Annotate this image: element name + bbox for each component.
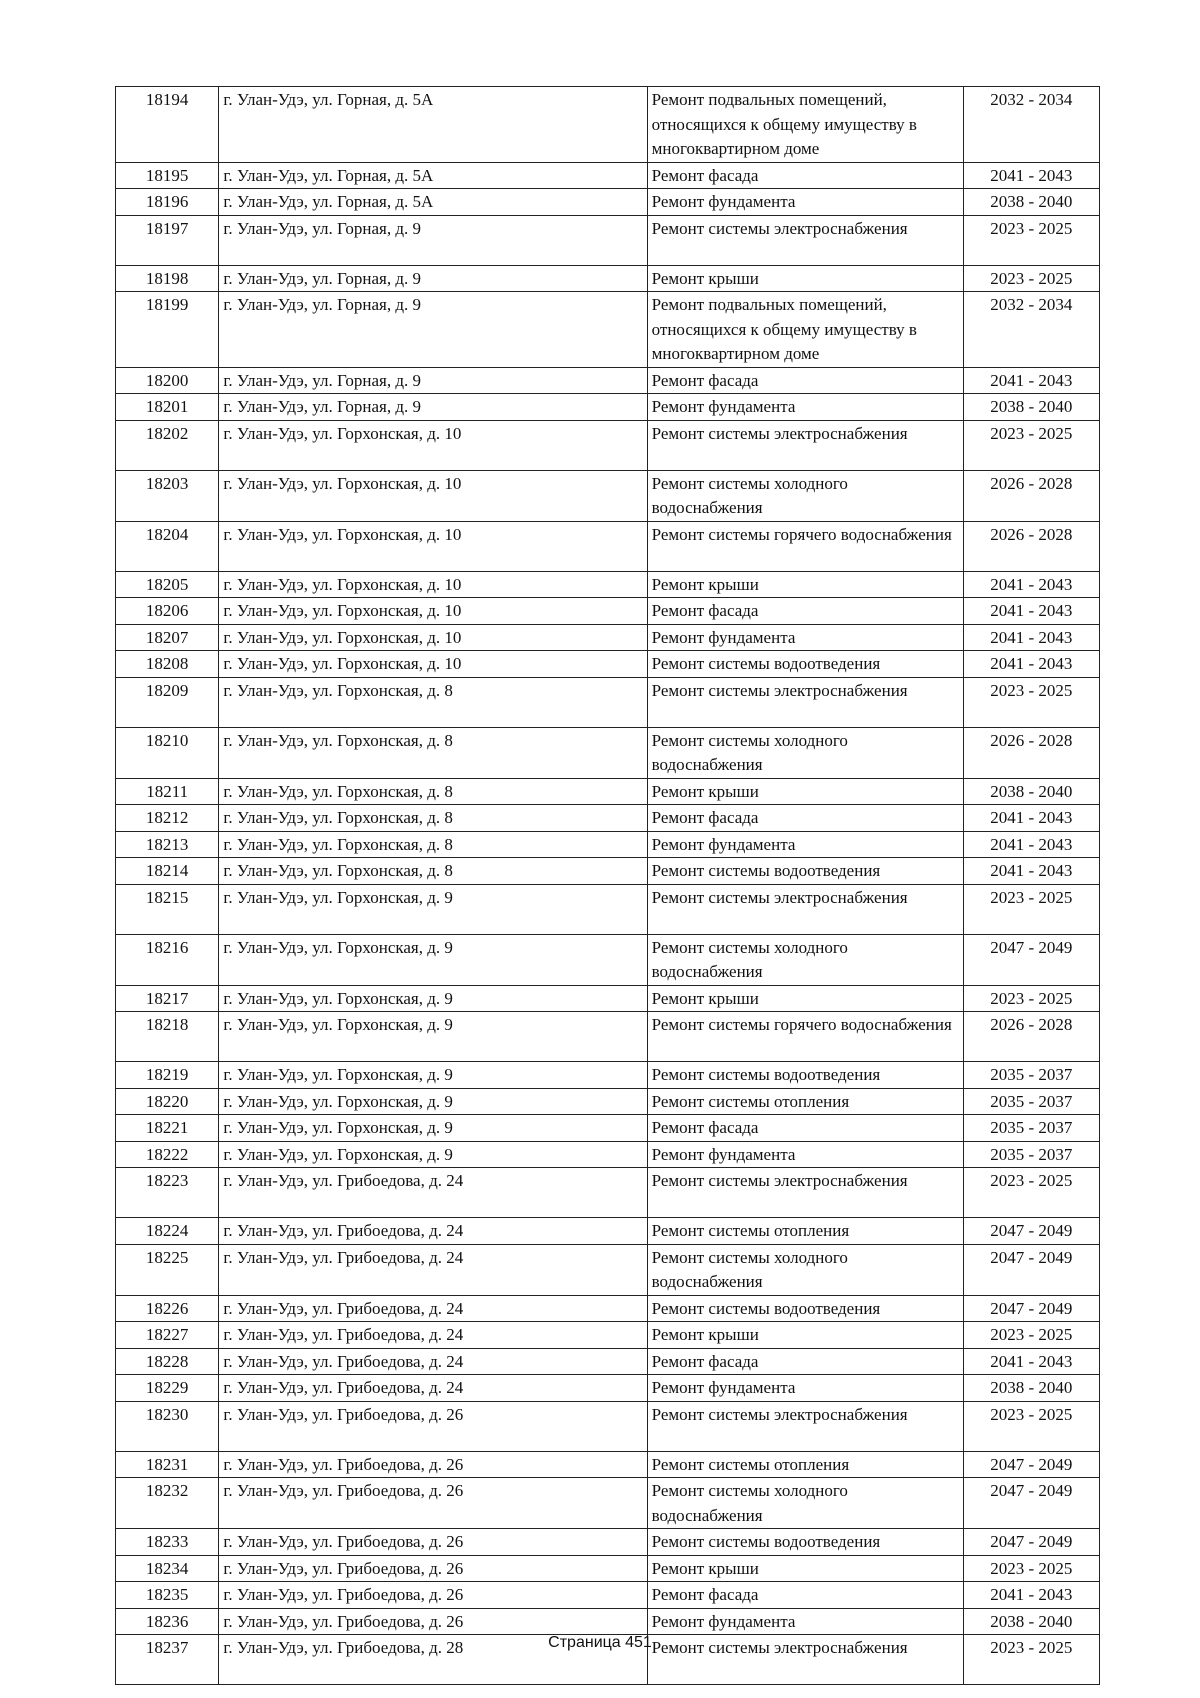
cell-period: 2041 - 2043 [963,651,1099,678]
cell-address: г. Улан-Удэ, ул. Горхонская, д. 9 [219,1012,647,1062]
cell-work: Ремонт крыши [647,265,963,292]
cell-address: г. Улан-Удэ, ул. Горная, д. 9 [219,215,647,265]
cell-address: г. Улан-Удэ, ул. Грибоедова, д. 26 [219,1529,647,1556]
cell-id: 18223 [116,1168,219,1218]
cell-work: Ремонт системы электроснабжения [647,884,963,934]
table-row [116,778,1100,805]
cell-work: Ремонт фундамента [647,1375,963,1402]
table-row [116,1375,1100,1402]
cell-period: 2023 - 2025 [963,985,1099,1012]
cell-work: Ремонт системы электроснабжения [647,215,963,265]
cell-id: 18231 [116,1451,219,1478]
table-row [116,831,1100,858]
cell-address: г. Улан-Удэ, ул. Горхонская, д. 9 [219,934,647,985]
cell-work: Ремонт системы отопления [647,1218,963,1245]
cell-address: г. Улан-Удэ, ул. Горная, д. 9 [219,394,647,421]
cell-id: 18209 [116,677,219,727]
table-row [116,189,1100,216]
cell-period: 2047 - 2049 [963,1451,1099,1478]
cell-id: 18234 [116,1555,219,1582]
table-body [116,87,1100,1685]
cell-period: 2026 - 2028 [963,727,1099,778]
cell-period: 2023 - 2025 [963,265,1099,292]
cell-period: 2047 - 2049 [963,1478,1099,1529]
cell-address: г. Улан-Удэ, ул. Грибоедова, д. 26 [219,1608,647,1635]
cell-id: 18226 [116,1295,219,1322]
cell-id: 18222 [116,1141,219,1168]
cell-period: 2047 - 2049 [963,1244,1099,1295]
cell-address: г. Улан-Удэ, ул. Горная, д. 9 [219,367,647,394]
cell-work: Ремонт фундамента [647,1141,963,1168]
cell-id: 18227 [116,1322,219,1349]
cell-period: 2026 - 2028 [963,1012,1099,1062]
cell-work: Ремонт фасада [647,1115,963,1142]
cell-period: 2035 - 2037 [963,1062,1099,1089]
cell-period: 2026 - 2028 [963,521,1099,571]
table-row [116,1555,1100,1582]
cell-id: 18235 [116,1582,219,1609]
cell-address: г. Улан-Удэ, ул. Горхонская, д. 8 [219,858,647,885]
cell-id: 18202 [116,420,219,470]
cell-period: 2023 - 2025 [963,1401,1099,1451]
cell-address: г. Улан-Удэ, ул. Горная, д. 9 [219,292,647,368]
cell-work: Ремонт системы горячего водоснабжения [647,521,963,571]
cell-work: Ремонт фасада [647,805,963,832]
cell-address: г. Улан-Удэ, ул. Грибоедова, д. 28 [219,1635,647,1685]
cell-period: 2041 - 2043 [963,571,1099,598]
cell-work: Ремонт фасада [647,598,963,625]
cell-id: 18216 [116,934,219,985]
cell-address: г. Улан-Удэ, ул. Горхонская, д. 8 [219,805,647,832]
cell-work: Ремонт системы электроснабжения [647,677,963,727]
cell-id: 18233 [116,1529,219,1556]
table-row [116,677,1100,727]
cell-id: 18214 [116,858,219,885]
cell-work: Ремонт крыши [647,1555,963,1582]
cell-id: 18219 [116,1062,219,1089]
table-row [116,1451,1100,1478]
cell-address: г. Улан-Удэ, ул. Грибоедова, д. 24 [219,1322,647,1349]
table-row [116,215,1100,265]
cell-period: 2041 - 2043 [963,858,1099,885]
cell-id: 18201 [116,394,219,421]
cell-period: 2041 - 2043 [963,598,1099,625]
cell-address: г. Улан-Удэ, ул. Горная, д. 9 [219,265,647,292]
table-row [116,394,1100,421]
cell-id: 18207 [116,624,219,651]
cell-id: 18197 [116,215,219,265]
cell-period: 2041 - 2043 [963,831,1099,858]
cell-period: 2026 - 2028 [963,470,1099,521]
table-row [116,1115,1100,1142]
cell-work: Ремонт подвальных помещений, относящихся к общему имуществу в многоквартирном доме [647,87,963,163]
cell-id: 18208 [116,651,219,678]
cell-period: 2047 - 2049 [963,1529,1099,1556]
cell-address: г. Улан-Удэ, ул. Горхонская, д. 9 [219,1115,647,1142]
cell-period: 2035 - 2037 [963,1141,1099,1168]
table-row [116,470,1100,521]
table-row [116,1478,1100,1529]
cell-id: 18218 [116,1012,219,1062]
table-row [116,521,1100,571]
cell-work: Ремонт системы отопления [647,1088,963,1115]
cell-address: г. Улан-Удэ, ул. Горхонская, д. 10 [219,651,647,678]
cell-id: 18205 [116,571,219,598]
cell-address: г. Улан-Удэ, ул. Горхонская, д. 10 [219,598,647,625]
table-row [116,367,1100,394]
cell-address: г. Улан-Удэ, ул. Горхонская, д. 8 [219,831,647,858]
cell-id: 18228 [116,1348,219,1375]
cell-work: Ремонт подвальных помещений, относящихся к общему имуществу в многоквартирном доме [647,292,963,368]
table-row [116,1348,1100,1375]
table-row [116,1608,1100,1635]
cell-address: г. Улан-Удэ, ул. Грибоедова, д. 24 [219,1295,647,1322]
cell-address: г. Улан-Удэ, ул. Горхонская, д. 9 [219,1141,647,1168]
cell-address: г. Улан-Удэ, ул. Горхонская, д. 10 [219,420,647,470]
cell-id: 18224 [116,1218,219,1245]
cell-period: 2041 - 2043 [963,624,1099,651]
cell-work: Ремонт системы водоотведения [647,1529,963,1556]
table-row [116,162,1100,189]
table-row [116,1582,1100,1609]
cell-work: Ремонт системы отопления [647,1451,963,1478]
cell-work: Ремонт системы холодного водоснабжения [647,934,963,985]
table-row [116,420,1100,470]
table-row [116,87,1100,163]
cell-period: 2041 - 2043 [963,805,1099,832]
cell-address: г. Улан-Удэ, ул. Грибоедова, д. 26 [219,1401,647,1451]
table-row [116,1218,1100,1245]
cell-work: Ремонт крыши [647,571,963,598]
table-row [116,265,1100,292]
cell-work: Ремонт крыши [647,985,963,1012]
cell-id: 18196 [116,189,219,216]
table-row [116,571,1100,598]
cell-address: г. Улан-Удэ, ул. Горная, д. 5А [219,87,647,163]
cell-id: 18217 [116,985,219,1012]
table-row [116,1401,1100,1451]
cell-id: 18212 [116,805,219,832]
cell-address: г. Улан-Удэ, ул. Грибоедова, д. 26 [219,1582,647,1609]
cell-address: г. Улан-Удэ, ул. Горхонская, д. 9 [219,985,647,1012]
cell-id: 18211 [116,778,219,805]
cell-id: 18198 [116,265,219,292]
cell-address: г. Улан-Удэ, ул. Горхонская, д. 10 [219,571,647,598]
table-row [116,1322,1100,1349]
cell-work: Ремонт системы холодного водоснабжения [647,470,963,521]
cell-address: г. Улан-Удэ, ул. Горхонская, д. 9 [219,884,647,934]
cell-period: 2038 - 2040 [963,1608,1099,1635]
cell-work: Ремонт фасада [647,162,963,189]
table-row [116,1088,1100,1115]
cell-work: Ремонт системы холодного водоснабжения [647,1244,963,1295]
cell-work: Ремонт фундамента [647,831,963,858]
cell-period: 2038 - 2040 [963,778,1099,805]
cell-period: 2041 - 2043 [963,1582,1099,1609]
cell-work: Ремонт системы водоотведения [647,1295,963,1322]
cell-period: 2023 - 2025 [963,215,1099,265]
cell-period: 2038 - 2040 [963,394,1099,421]
table-row [116,1244,1100,1295]
cell-work: Ремонт фундамента [647,624,963,651]
table-row [116,624,1100,651]
cell-address: г. Улан-Удэ, ул. Горхонская, д. 10 [219,624,647,651]
cell-id: 18230 [116,1401,219,1451]
cell-period: 2023 - 2025 [963,1635,1099,1685]
cell-address: г. Улан-Удэ, ул. Горхонская, д. 8 [219,677,647,727]
cell-work: Ремонт системы водоотведения [647,858,963,885]
table-row [116,598,1100,625]
cell-work: Ремонт системы электроснабжения [647,1168,963,1218]
cell-id: 18220 [116,1088,219,1115]
table-row [116,1295,1100,1322]
cell-id: 18194 [116,87,219,163]
cell-period: 2023 - 2025 [963,677,1099,727]
table-row [116,727,1100,778]
cell-id: 18229 [116,1375,219,1402]
cell-work: Ремонт системы электроснабжения [647,1401,963,1451]
cell-address: г. Улан-Удэ, ул. Грибоедова, д. 24 [219,1244,647,1295]
table-row [116,805,1100,832]
cell-address: г. Улан-Удэ, ул. Грибоедова, д. 26 [219,1478,647,1529]
cell-period: 2047 - 2049 [963,1295,1099,1322]
cell-period: 2038 - 2040 [963,1375,1099,1402]
table-row [116,934,1100,985]
cell-address: г. Улан-Удэ, ул. Грибоедова, д. 24 [219,1375,647,1402]
cell-id: 18203 [116,470,219,521]
table-row [116,1168,1100,1218]
page-number: Страница 451 [548,1634,652,1651]
cell-address: г. Улан-Удэ, ул. Горная, д. 5А [219,162,647,189]
cell-work: Ремонт системы холодного водоснабжения [647,1478,963,1529]
cell-address: г. Улан-Удэ, ул. Горхонская, д. 8 [219,778,647,805]
cell-address: г. Улан-Удэ, ул. Грибоедова, д. 24 [219,1218,647,1245]
cell-period: 2032 - 2034 [963,292,1099,368]
table-row [116,985,1100,1012]
repair-schedule-table [115,86,1100,1685]
cell-id: 18215 [116,884,219,934]
cell-work: Ремонт фундамента [647,189,963,216]
cell-work: Ремонт крыши [647,1322,963,1349]
cell-id: 18195 [116,162,219,189]
cell-work: Ремонт крыши [647,778,963,805]
cell-work: Ремонт системы водоотведения [647,1062,963,1089]
cell-period: 2035 - 2037 [963,1115,1099,1142]
cell-address: г. Улан-Удэ, ул. Горхонская, д. 8 [219,727,647,778]
cell-work: Ремонт фасада [647,367,963,394]
cell-address: г. Улан-Удэ, ул. Горхонская, д. 10 [219,521,647,571]
cell-work: Ремонт системы холодного водоснабжения [647,727,963,778]
cell-period: 2035 - 2037 [963,1088,1099,1115]
table-row [116,651,1100,678]
cell-period: 2023 - 2025 [963,420,1099,470]
cell-address: г. Улан-Удэ, ул. Грибоедова, д. 26 [219,1555,647,1582]
cell-work: Ремонт системы электроснабжения [647,420,963,470]
cell-id: 18210 [116,727,219,778]
cell-id: 18206 [116,598,219,625]
cell-work: Ремонт фасада [647,1582,963,1609]
cell-period: 2041 - 2043 [963,1348,1099,1375]
table-row [116,884,1100,934]
cell-id: 18204 [116,521,219,571]
cell-work: Ремонт системы электроснабжения [647,1635,963,1685]
cell-work: Ремонт фасада [647,1348,963,1375]
cell-period: 2023 - 2025 [963,1322,1099,1349]
cell-address: г. Улан-Удэ, ул. Грибоедова, д. 26 [219,1451,647,1478]
cell-address: г. Улан-Удэ, ул. Грибоедова, д. 24 [219,1168,647,1218]
cell-period: 2032 - 2034 [963,87,1099,163]
cell-period: 2041 - 2043 [963,162,1099,189]
table-row [116,1529,1100,1556]
table-row [116,1141,1100,1168]
cell-id: 18232 [116,1478,219,1529]
cell-period: 2023 - 2025 [963,1555,1099,1582]
cell-id: 18199 [116,292,219,368]
cell-id: 18237 [116,1635,219,1685]
table-row [116,1012,1100,1062]
cell-period: 2023 - 2025 [963,1168,1099,1218]
cell-work: Ремонт системы водоотведения [647,651,963,678]
cell-period: 2038 - 2040 [963,189,1099,216]
cell-address: г. Улан-Удэ, ул. Горхонская, д. 10 [219,470,647,521]
cell-id: 18213 [116,831,219,858]
cell-address: г. Улан-Удэ, ул. Горная, д. 5А [219,189,647,216]
table-row [116,1062,1100,1089]
cell-work: Ремонт фундамента [647,394,963,421]
table-row [116,292,1100,368]
table-row [116,858,1100,885]
cell-id: 18236 [116,1608,219,1635]
cell-id: 18200 [116,367,219,394]
cell-period: 2023 - 2025 [963,884,1099,934]
cell-id: 18225 [116,1244,219,1295]
cell-work: Ремонт фундамента [647,1608,963,1635]
cell-period: 2047 - 2049 [963,934,1099,985]
cell-id: 18221 [116,1115,219,1142]
cell-period: 2041 - 2043 [963,367,1099,394]
cell-work: Ремонт системы горячего водоснабжения [647,1012,963,1062]
cell-address: г. Улан-Удэ, ул. Грибоедова, д. 24 [219,1348,647,1375]
cell-address: г. Улан-Удэ, ул. Горхонская, д. 9 [219,1062,647,1089]
cell-address: г. Улан-Удэ, ул. Горхонская, д. 9 [219,1088,647,1115]
cell-period: 2047 - 2049 [963,1218,1099,1245]
